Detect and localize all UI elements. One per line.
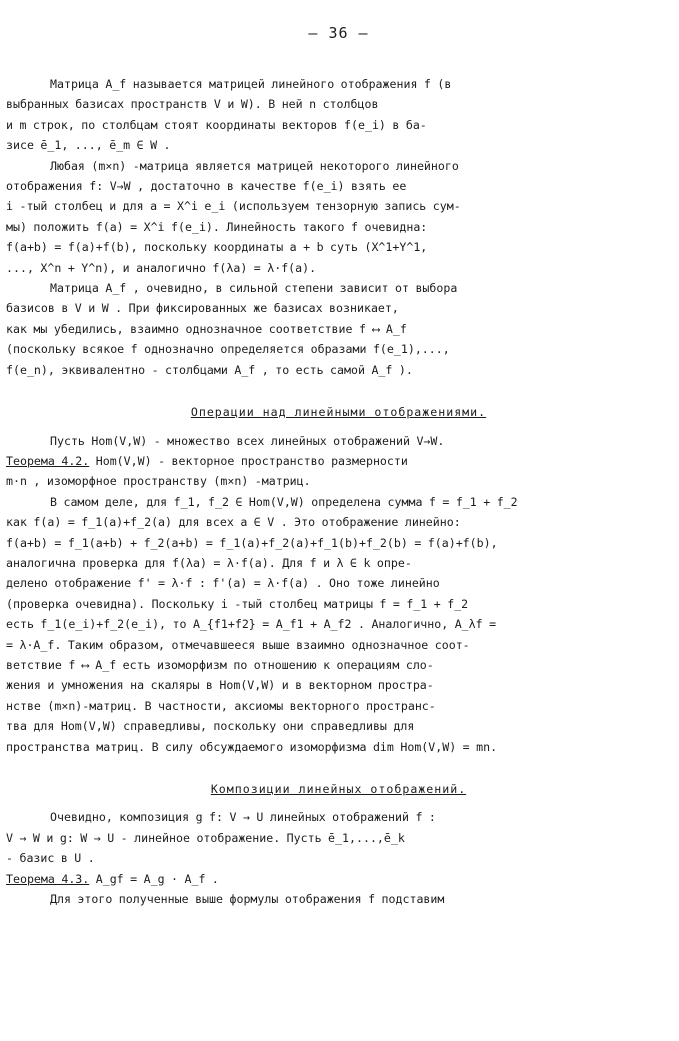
paragraph-hom-definition: [6, 431, 671, 492]
section-title-compositions: Композиции линейных отображений.: [210, 782, 467, 796]
text-line: Матрица A_f , очевидно, в сильной степени зависит от выбора: [50, 281, 458, 296]
text-line: зисе ē_1, ..., ē_m ∈ W .: [6, 138, 171, 153]
text-line: пространства матриц. В силу обсуждаемого изоморфизма dim Hom(V,W) = mn.: [6, 739, 498, 754]
text-line: i -тый столбец и для a = X^i e_i (используем тензорную запись сум-: [6, 199, 461, 214]
text-line: выбранных базисах пространств V и W). В ней n столбцов: [6, 97, 379, 112]
theorem-4-2-line: [6, 451, 671, 471]
text-line: f(a+b) = f(a)+f(b), поскольку координаты a + b суть (X^1+Y^1,: [6, 240, 428, 255]
text-line: базисов в V и W . При фиксированных же базисах возникает,: [6, 301, 399, 316]
page-number: – 36 –: [308, 24, 369, 42]
theorem-label: Теорема 4.3.: [6, 871, 90, 886]
text-line: f(a+b) = f_1(a+b) + f_2(a+b) = f_1(a)+f_2(a)+f_1(b)+f_2(b) = f(a)+f(b),: [6, 535, 498, 550]
text-line: и m строк, по столбцам стоят координаты векторов f(e_i) в ба-: [6, 117, 427, 132]
text-line: - базис в U .: [6, 851, 95, 866]
paragraph-matrix-definition: [6, 74, 671, 156]
theorem-4-3-line: [6, 869, 671, 889]
text-line: Любая (m×n) -матрица является матрицей некоторого линейного: [50, 158, 459, 173]
paragraph-basis-dependence: [6, 278, 671, 380]
text-line: аналогична проверка для f(λa) = λ·f(a). Для f и λ ∈ k опре-: [6, 555, 412, 570]
paragraph-proof-4-2: [6, 492, 671, 757]
text-line: нстве (m×n)-матриц. В частности, аксиомы векторного пространс-: [6, 698, 436, 713]
text-line: Очевидно, композиция g f: V → U линейных отображений f :: [50, 810, 436, 825]
text-line: тва для Hom(V,W) справедливы, поскольку они справедливы для: [6, 719, 415, 734]
text-line: ветствие f ⟷ A_f есть изоморфизм по отношению к операциям сло-: [6, 657, 434, 672]
text-line: жения и умножения на скаляры в Hom(V,W) и в векторном простра-: [6, 678, 434, 693]
text-line: есть f_1(e_i)+f_2(e_i), то A_{f1+f2} = A_f1 + A_f2 . Аналогично, A_λf =: [6, 617, 497, 632]
text-line: Матрица A_f называется матрицей линейного отображения f (в: [50, 77, 452, 91]
theorem-label: Теорема 4.2.: [6, 453, 90, 468]
paragraph-any-matrix: [6, 156, 671, 278]
text-line: m·n , изоморфное пространству (m×n) -матриц.: [6, 474, 311, 489]
section-title-operations: Операции над линейными отображениями.: [190, 405, 487, 420]
text-line: В самом деле, для f_1, f_2 ∈ Hom(V,W) определена сумма f = f_1 + f_2: [50, 494, 518, 509]
text-line: = λ·A_f. Таким образом, отмечавшееся выше взаимно однозначное соот-: [6, 637, 470, 652]
text-line: ..., X^n + Y^n), и аналогично f(λa) = λ·f(a).: [6, 260, 317, 275]
text-line: как мы убедились, взаимно однозначное соответствие f ⟷ A_f: [6, 321, 407, 336]
theorem-text: Hom(V,W) - векторное пространство размерности: [89, 453, 408, 468]
text-line: Для этого полученные выше формулы отображения f подставим: [50, 892, 445, 907]
text-line: f(e_n), эквивалентно - столбцами A_f , то есть самой A_f ).: [6, 362, 413, 377]
text-line: делено отображение f' = λ·f : f'(a) = λ·f(a) . Оно тоже линейно: [6, 576, 440, 591]
theorem-formula: A_gf = A_g · A_f .: [89, 871, 219, 886]
text-line: отображения f: V→W , достаточно в качестве f(e_i) взять ее: [6, 179, 407, 194]
text-line: (поскольку всякое f однозначно определяется образами f(e_1),...,: [6, 342, 450, 357]
text-line: как f(a) = f_1(a)+f_2(a) для всех a ∈ V . Это отображение линейно:: [6, 515, 461, 530]
text-line: Пусть Hom(V,W) - множество всех линейных отображений V→W.: [50, 433, 445, 448]
text-line: V → W и g: W → U - линейное отображение. Пусть ē_1,...,ē_k: [6, 830, 405, 845]
paragraph-composition: [6, 807, 671, 909]
text-line: мы) положить f(a) = X^i f(e_i). Линейность такого f очевидна:: [6, 219, 428, 234]
text-line: (проверка очевидна). Поскольку i -тый столбец матрицы f = f_1 + f_2: [6, 596, 469, 611]
